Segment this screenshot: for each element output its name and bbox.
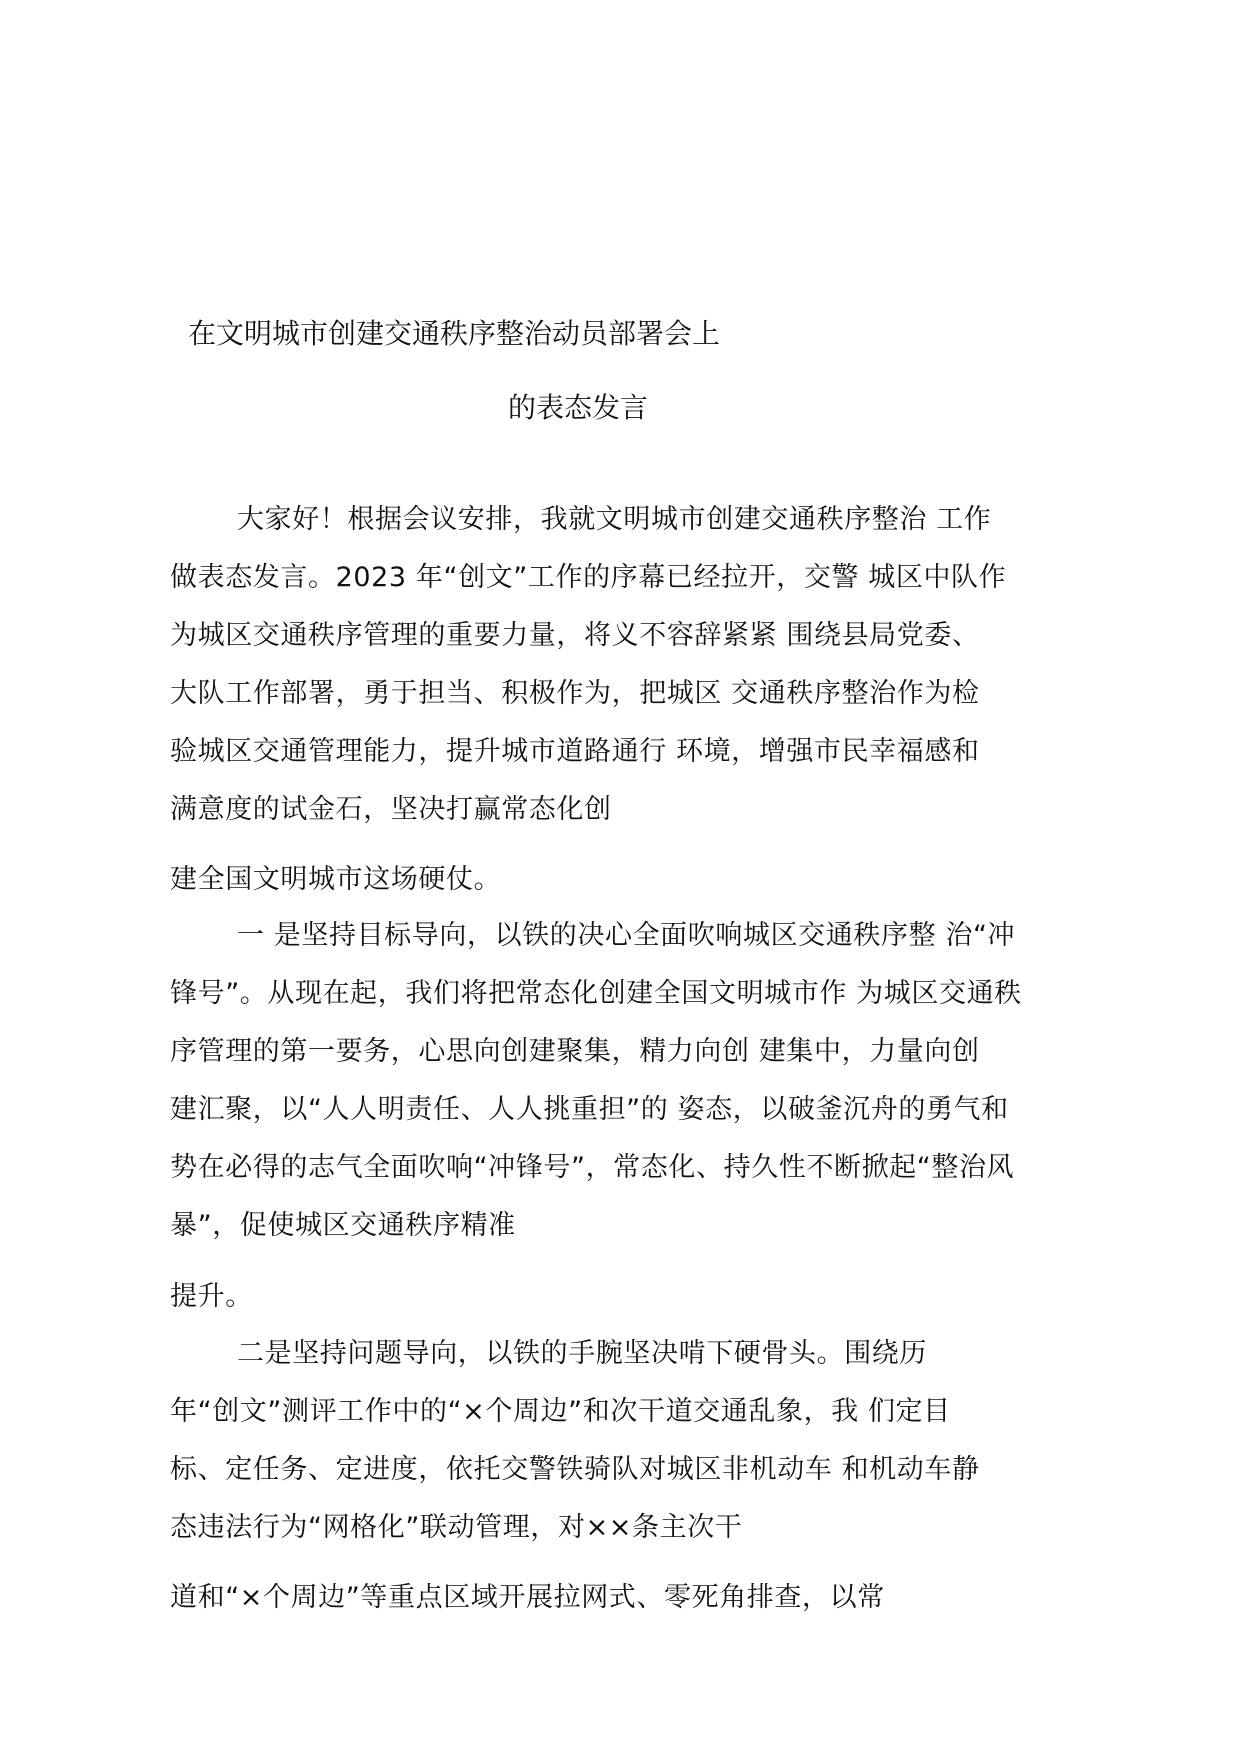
paragraph-line: 做表态发言。2023 年“创文”工作的序幕已经拉开，交警 城区中队作 — [170, 562, 1007, 593]
paragraph-line: 满意度的试金石，坚决打赢常态化创 — [170, 794, 612, 825]
paragraph-line: 锋号”。从现在起，我们将把常态化创建全国文明城市作 为城区交通秩 — [170, 978, 1022, 1009]
paragraph-line: 大队工作部署，勇于担当、积极作为，把城区 交通秩序整治作为检 — [170, 678, 980, 709]
paragraph-line: 暴”，促使城区交通秩序精准 — [170, 1210, 516, 1241]
paragraph-line: 建汇聚，以“人人明责任、人人挑重担”的 姿态，以破釜沉舟的勇气和 — [170, 1094, 1009, 1125]
paragraph-line: 态违法行为“网格化”联动管理，对××条主次干 — [170, 1512, 743, 1543]
paragraph-line: 大家好！根据会议安排，我就文明城市创建交通秩序整治 工作 — [237, 504, 992, 535]
paragraph-line: 序管理的第一要务，心思向创建聚集，精力向创 建集中，力量向创 — [170, 1036, 980, 1067]
paragraph-line: 道和“×个周边”等重点区域开展拉网式、零死角排查，以常 — [170, 1582, 885, 1613]
paragraph-line: 二是坚持问题导向，以铁的手腕坚决啃下硬骨头。围绕历 — [237, 1338, 927, 1369]
document-title-line-1: 在文明城市创建交通秩序整治动员部署会上 — [188, 317, 721, 350]
paragraph-line: 建全国文明城市这场硬仗。 — [170, 864, 502, 895]
paragraph-line: 标、定任务、定进度，依托交警铁骑队对城区非机动车 和机动车静 — [170, 1454, 980, 1485]
paragraph-line: 年“创文”测评工作中的“×个周边”和次干道交通乱象，我 们定目 — [170, 1396, 951, 1427]
paragraph-line: 势在必得的志气全面吹响“冲锋号”，常态化、持久性不断掀起“整治风 — [170, 1152, 1015, 1183]
paragraph-line: 为城区交通秩序管理的重要力量，将义不容辞紧紧 围绕县局党委、 — [170, 620, 980, 651]
paragraph-line: 提升。 — [170, 1281, 253, 1312]
paragraph-line: 一 是坚持目标导向，以铁的决心全面吹响城区交通秩序整 治“冲 — [237, 920, 1016, 951]
document-title-line-2: 的表态发言 — [508, 391, 649, 424]
paragraph-line: 验城区交通管理能力，提升城市道路通行 环境，增强市民幸福感和 — [170, 736, 980, 767]
